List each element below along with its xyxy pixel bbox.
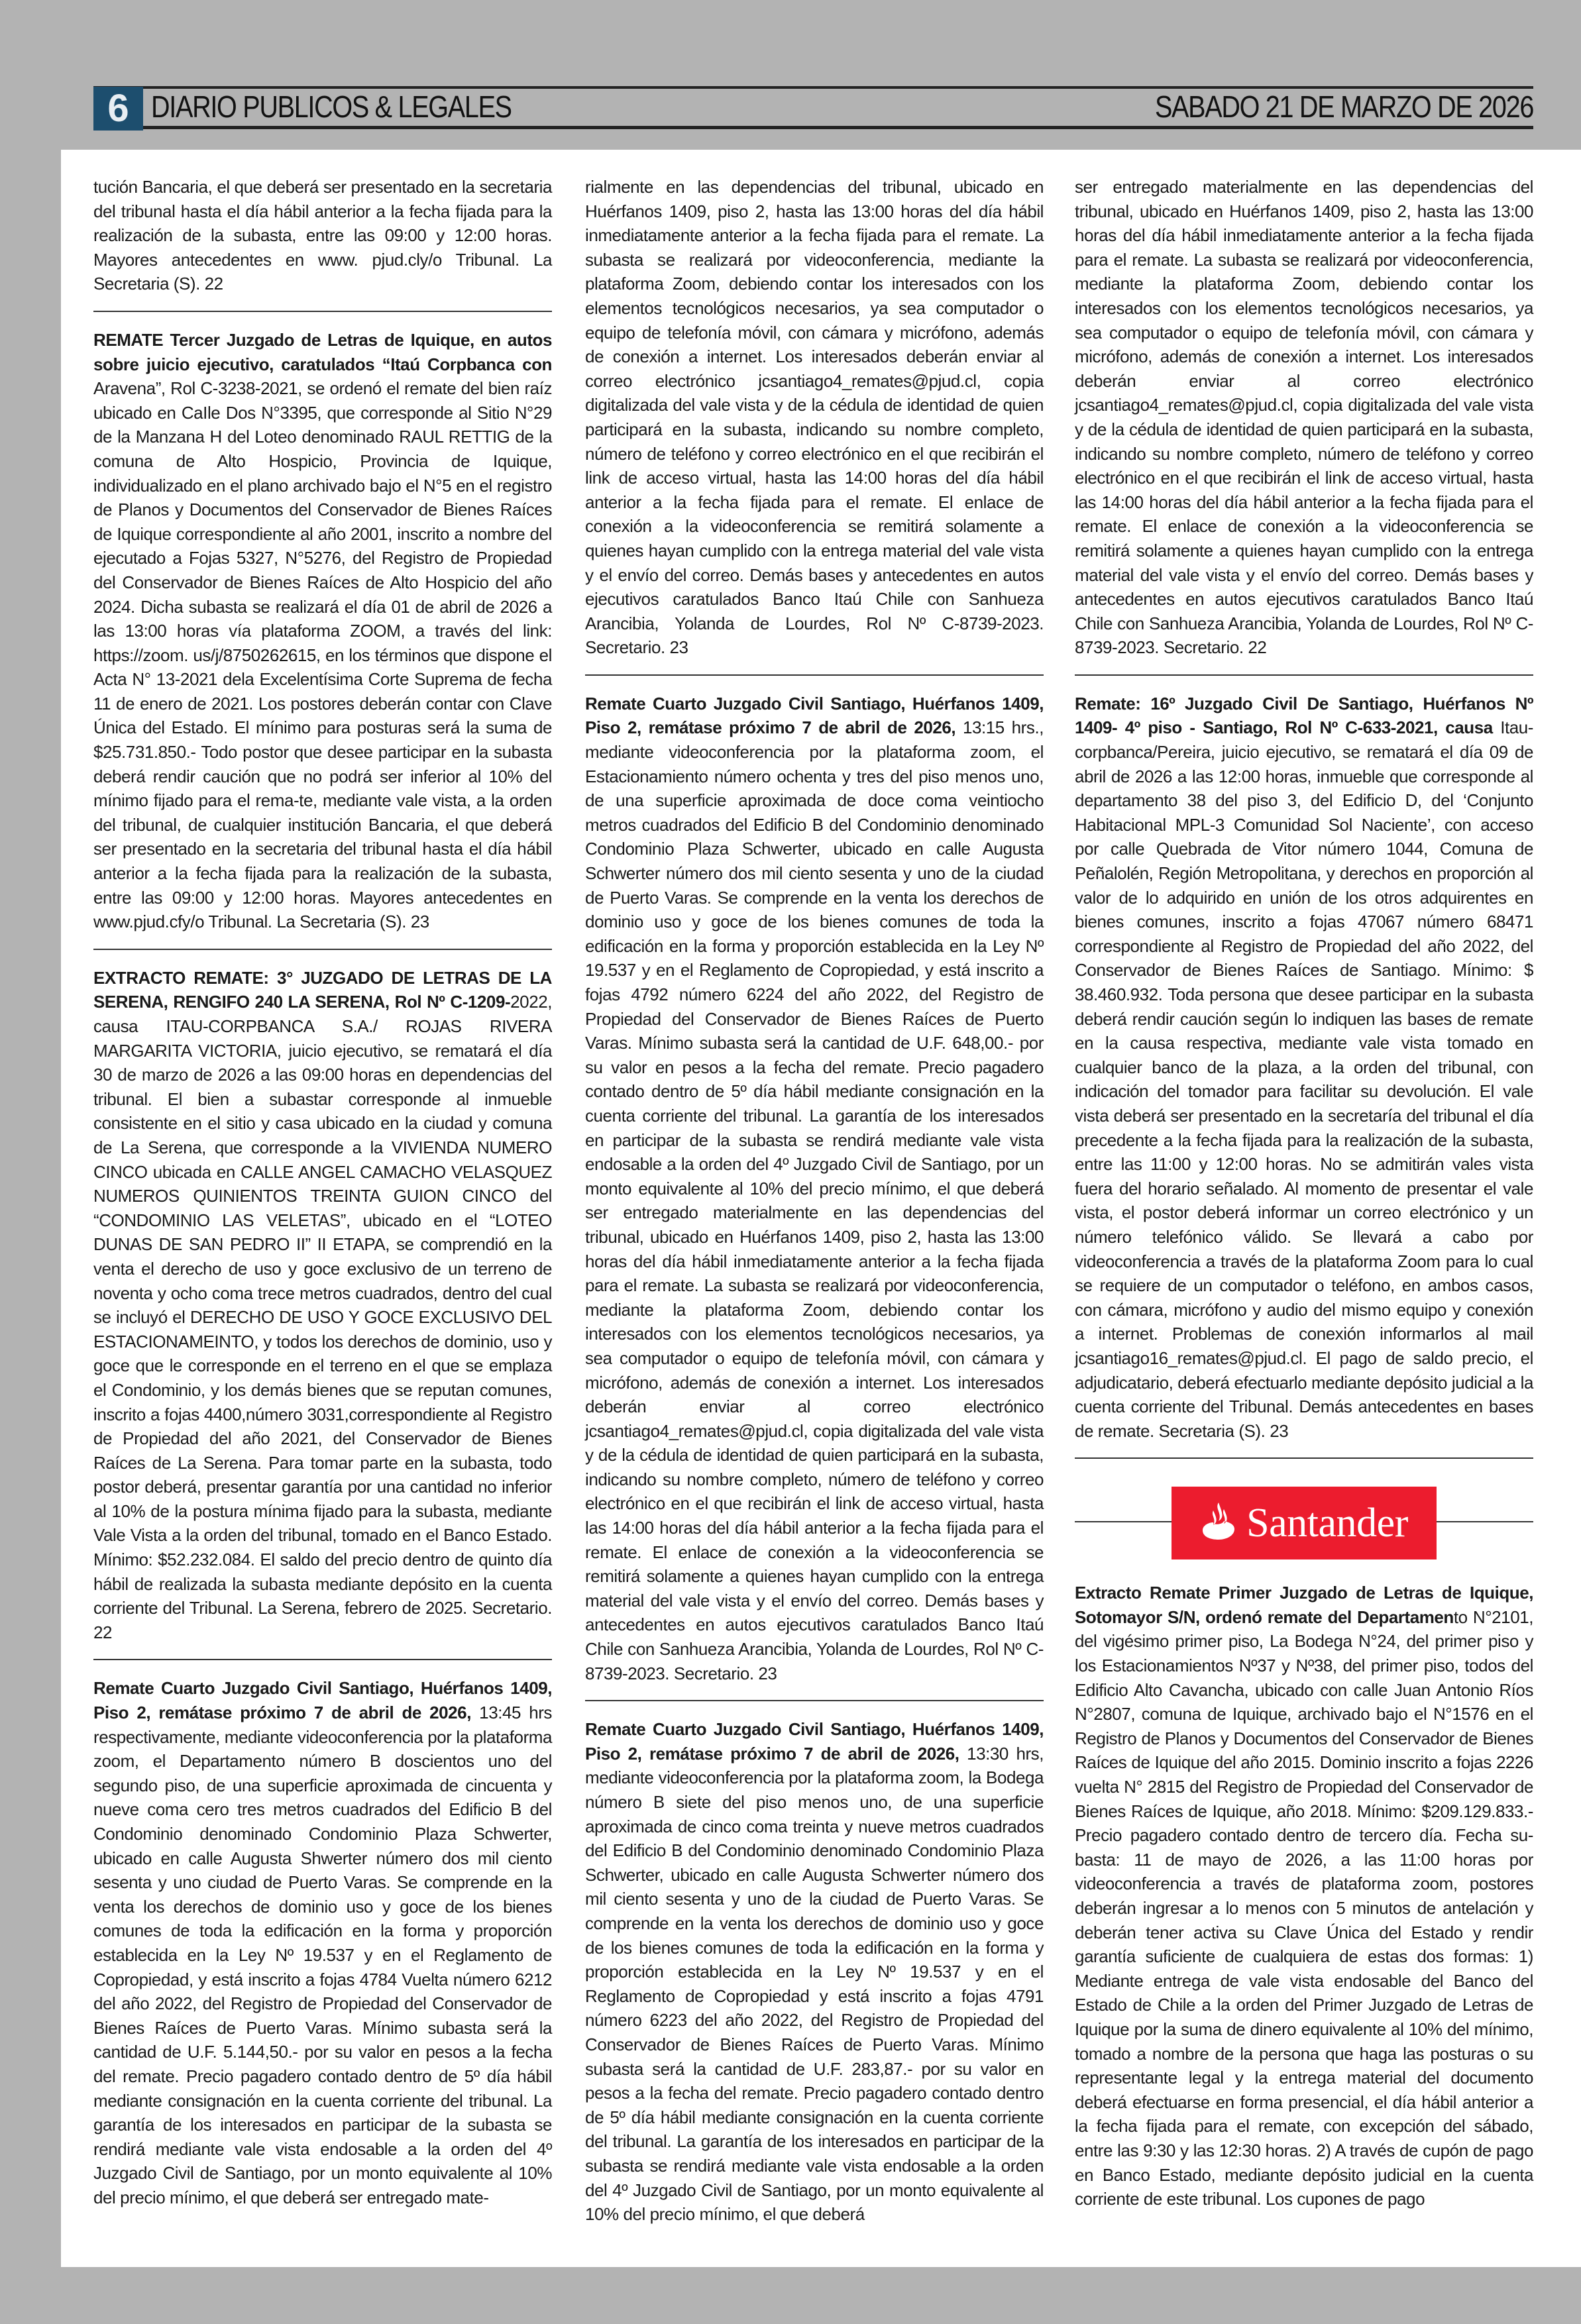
- legal-notice: [585, 1717, 1044, 2226]
- notice-body: to N°2101, del vigésimo primer piso, La Bodega N°24, del primer piso y los Estacionamientos Nº37 y Nº38, del primer piso, todos del Edificio Alto Cavancha, ubicado con calle Juan Antonio Ríos N°2807, comuna de Iquique, archivado bajo el N°1576 en el Registro de Planos y Documentos del Conservador de Bienes Raíces de Iquique del año 2015. Dominio inscrito a fojas 2226 vuelta N° 2815 del Registro de Propiedad del Conservador de Bienes Raíces de Iquique, año 2018. Mínimo: $209.129.833.- Precio pagadero contado dentro de tercero día. Fecha su-basta: 11 de mayo de 2026, a las 11:00 horas por videoconferencia a través de plataforma zoom, postores deberán ingresar a lo menos con 5 minutos de antelación y deberán tener activa su Clave Única del Estado y rendir garantía suficiente de cualquiera de estas dos formas: 1) Mediante entrega de vale vista endosable del Banco del Estado de Chile a la orden del Primer Juzgado de Letras de Iquique por la suma de dinero equivalente al 10% del mínimo, tomado a nombre de la persona que haga las posturas o su representante legal y la entrega material del documento deberá efectuarse en forma presencial, el día hábil anterior a la fecha fijada para el remate, con excepción del sábado, entre las 9:30 y las 12:30 horas. 2) A través de cupón de pago en Banco Estado, mediante depósito judicial en la cuenta corriente de este tribunal. Los cupones de pago: [1075, 1607, 1533, 2209]
- legal-notice: [93, 1676, 552, 2209]
- legal-notice: [93, 328, 552, 934]
- notice-heading: Remate Cuarto Juzgado Civil Santiago, Huérfanos 1409, Piso 2, remátase próximo 7 de abril de 2026,: [93, 1678, 552, 1723]
- notice-continuation: [93, 175, 552, 296]
- divider: [93, 1659, 552, 1660]
- notice-body: 13:15 hrs., mediante videoconferencia por la plataforma zoom, el Estacionamiento número ochenta y tres del piso menos uno, de una superficie aproximada de doce coma veintiocho metros cuadrados del Edificio B del Condominio denominado Condominio Plaza Schwerter, ubicado en calle Augusta Schwerter número dos mil ciento sesenta y uno de la ciudad de Puerto Varas. Se comprende en la venta los derechos de dominio uso y goce de los bienes comunes de toda la edificación en la forma y proporción establecida en la Ley Nº 19.537 y en el Reglamento de Copropiedad, y está inscrito a fojas 4792 número 6224 del año 2022, del Registro de Propiedad del Conservador de Bienes Raíces de Puerto Varas. Mínimo subasta será la cantidad de U.F. 648,00.- por su valor en pesos a la fecha del remate. Precio pagadero contado dentro de 5º día hábil mediante consignación en la cuenta corriente del tribunal. La garantía de los interesados en participar de la subasta se rendirá mediante vale vista endosable a la orden del 4º Juzgado Civil de Santiago, por un monto equivalente al 10% del precio mínimo, el que deberá ser entregado materialmente en las dependencias del tribunal, ubicado en Huérfanos 1409, piso 2, hasta las 13:00 horas del día hábil inmediatamente anterior a la fecha fijada para el remate. La subasta se realizará por videoconferencia, mediante la plataforma Zoom, debiendo contar los interesados con los elementos tecnológicos necesarios, ya sea computador o equipo de telefonía móvil, con cámara y micrófono, además de conexión a internet. Los interesados deberán enviar al correo electrónico jcsantiago4_remates@pjud.cl, copia digitalizada del vale vista y de la cédula de identidad de quien participará en la subasta, indicando su nombre completo, número de teléfono y correo electrónico en el que recibirán el link de acceso virtual, hasta las 14:00 horas del día hábil anterior a la fecha fijada para el remate. El enlace de conexión a la videoconferencia se remitirá solamente a quienes hayan cumplido con la entrega material del vale vista y el envío del correo. Demás bases y antecedentes en autos ejecutivos caratulados Banco Itaú Chile con Sanhueza Arancibia, Yolanda de Lourdes, Rol Nº C-8739-2023. Secretario. 23: [585, 717, 1044, 1683]
- publication-title: DIARIO PUBLICOS & LEGALES: [151, 89, 512, 124]
- divider: [93, 311, 552, 312]
- notice-body: 13:30 hrs, mediante videoconferencia por la plataforma zoom, la Bodega número B siete del piso menos uno, de una superficie aproximada de cinco coma treinta y nueve metros cuadrados del Edificio B del Condominio denominado Condominio Plaza Schwerter, ubicado en calle Augusta Schwerter número dos mil ciento sesenta y uno de la ciudad de Puerto Varas. Se comprende en la venta los derechos de dominio uso y goce de los bienes comunes de toda la edificación en la forma y proporción establecida en la Ley Nº 19.537 y en el Reglamento de Copropiedad y está inscrito a fojas 4791 número 6223 del año 2022, del Registro de Propiedad del Conservador de Bienes Raíces de Puerto Varas. Mínimo subasta será la cantidad de U.F. 283,87.- por su valor en pesos a la fecha del remate. Precio pagadero contado dentro de 5º día hábil mediante consignación en la cuenta corriente del tribunal. La garantía de los interesados en participar de la subasta se rendirá mediante vale vista endosable a la orden del 4º Juzgado Civil de Santiago, por un monto equivalente al 10% del precio mínimo, el que deberá: [585, 1743, 1044, 2225]
- notice-continuation: [1075, 175, 1533, 660]
- column-1: [93, 175, 552, 2210]
- divider: [93, 949, 552, 950]
- notice-heading: EXTRACTO REMATE: 3° JUZGADO DE LETRAS DE LA SERENA, RENGIFO 240 LA SERENA, Rol Nº C-1209-: [93, 967, 552, 1012]
- santander-ad: [1075, 1483, 1533, 1561]
- notice-body: ser entregado materialmente en las dependencias del tribunal, ubicado en Huérfanos 1409, piso 2, hasta las 13:00 horas del día hábil inmediatamente anterior a la fecha fijada para el remate. La subasta se realizará por videoconferencia, mediante la plataforma Zoom, debiendo contar los interesados con los elementos tecnológicos necesarios, ya sea computador o equipo de telefonía móvil, con cámara y micrófono, además de conexión a internet. Los interesados deberán enviar al correo electrónico jcsantiago4_remates@pjud.cl, copia digitalizada del vale vista y de la cédula de identidad de quien participará en la subasta, indicando su nombre completo, número de teléfono y correo electrónico en el que recibirán el link de acceso virtual, hasta las 14:00 horas del día hábil anterior a la fecha fijada para el remate. El enlace de conexión a la videoconferencia se remitirá solamente a quienes hayan cumplido con la entrega material del vale vista y el envío del correo. Demás bases y antecedentes en autos ejecutivos caratulados Banco Itaú Chile con Sanhueza Arancibia, Yolanda de Lourdes, Rol Nº C-8739-2023. Secretario. 22: [1075, 177, 1533, 658]
- legal-notice: [1075, 1581, 1533, 2211]
- column-3: [1075, 175, 1533, 2211]
- notice-body: Itau-corpbanca/Pereira, juicio ejecutivo, se rematará el día 09 de abril de 2026 a las 12:00 horas, inmueble que corresponde al departamento 38 del piso 3, del Edificio D, del ‘Conjunto Habitacional MPL-3 Comunidad Sol Naciente’, con acceso por calle Quebrada de Vitor número 1044, Comuna de Peñalolén, Región Metropolitana, y derechos en proporción al valor de lo adquirido en unión de los otros adquirentes en bienes comunes, inscrito a fojas 47067 número 68471 correspondiente al Registro de Propiedad del año 2022, del Conservador de Bienes Raíces de Santiago. Mínimo: $ 38.460.932. Toda persona que desee participar en la subasta deberá rendir caución según lo indiquen las bases de remate en la causa respectiva, mediante vale vista tomado en cualquier banco de la plaza, a la orden del tribunal, con indicación del tomador para facilitar su devolución. El vale vista deberá ser presentado en la secretaría del tribunal el día precedente a la fecha fijada para la realización de la subasta, entre las 11:00 y 12:00 horas. No se admitirán vales vista fuera del horario señalado. Al momento de presentar el vale vista, el postor deberá informar un correo electrónico y un número telefónico válido. Se llevará a cabo por videoconferencia a través de la plataforma Zoom para lo cual se requiere de un computador o teléfono, en ambos casos, con cámara, micrófono y audio del mismo equipo y conexión a internet. Problemas de conexión informarlos al mail jcsantiago16_remates@pjud.cl. El pago de saldo precio, el adjudicatario, deberá efectuarlo mediante depósito judicial a la cuenta corriente del Tribunal. Demás antecedentes en bases de remate. Secretaria (S). 23: [1075, 717, 1533, 1441]
- column-2: [585, 175, 1044, 2227]
- notice-body: 13:45 hrs respectivamente, mediante videoconferencia por la plataforma zoom, el Departamento número B doscientos uno del segundo piso, de una superficie aproximada de cincuenta y nueve coma cero tres metros cuadrados del Edificio B del Condominio denominado Condominio Plaza Schwerter, ubicado en calle Augusta Shwerter número dos mil ciento sesenta y uno ciudad de Puerto Varas. Se comprende en la venta los derechos de dominio uso y goce de los bienes comunes de toda la edificación en la forma y proporción establecida en la Ley Nº 19.537 y en el Reglamento de Copropiedad, y está inscrito a fojas 4784 Vuelta número 6212 del año 2022, del Registro de Propiedad del Conservador de Bienes Raíces de Puerto Varas. Mínimo subasta será la cantidad de U.F. 5.144,50.- por su valor en pesos a la fecha del remate. Precio pagadero contado dentro de 5º día hábil mediante consignación en la cuenta corriente del tribunal. La garantía de los interesados en participar de la subasta se rendirá mediante vale vista endosable a la orden del 4º Juzgado Civil de Santiago, por un monto equivalente al 10% del precio mínimo, el que deberá ser entregado mate-: [93, 1703, 552, 2207]
- notice-body: Aravena”, Rol C-3238-2021, se ordenó el remate del bien raíz ubicado en CaIle Dos N°3395, que corresponde al Sitio N°29 de la Manzana H del Loteo denominado RAUL RETTIG de la comuna de Alto Hospicio, Provincia de Iquique, individualizado en el plano archivado bajo el N°5 en el registro de Planos y Documentos del Conservador de Bienes Raíces de Iquique correspondiente al año 2001, inscrito a nombre del ejecutado a Fojas 5327, N°5276, del Registro de Propiedad del Conservador de Bienes Raíces de Alto Hospicio del año 2024. Dicha subasta se realizará el día 01 de abril de 2026 a las 13:00 horas vía plataforma ZOOM, a través del link: https://zoom. us/j/8750262615, en los términos que dispone el Acta N° 13-2021 dela Excelentísima Corte Suprema de fecha 11 de enero de 2021. Los postores deberán contar con Clave Única del Estado. El mínimo para posturas será la suma de $25.731.850.- Todo postor que desee participar en la subasta deberá rendir caución que no podrá ser inferior al 10% del mínimo fijado para el rema-te, mediante vale vista, a la orden del tribunal, de cualquier institución Bancaria, el que deberá ser presentado en la secretaria del tribunal hasta el día hábil anterior a la fecha fijada para la realización de la subasta, entre las 09:00 y 12:00 horas. Mayores antecedentes en www.pjud.cfy/o Tribunal. La Secretaria (S). 23: [93, 378, 552, 932]
- publication-date: SABADO 21 DE MARZO DE 2026: [1154, 89, 1533, 124]
- santander-logo: [1172, 1487, 1437, 1559]
- flame-icon: [1200, 1500, 1237, 1546]
- notice-body: rialmente en las dependencias del tribunal, ubicado en Huérfanos 1409, piso 2, hasta las 13:00 horas del día hábil inmediatamente anterior a la fecha fijada para el remate. La subasta se realizará por videoconferencia, mediante la plataforma Zoom, debiendo contar los interesados con los elementos tecnológicos necesarios, ya sea computador o equipo de telefonía móvil, con cámara y micrófono, además de conexión a internet. Los interesados deberán enviar al correo electrónico jcsantiago4_remates@pjud.cl, copia digitalizada del vale vista y de la cédula de identidad de quien participará en la subasta, indicando su nombre completo, número de teléfono y correo electrónico en el que recibirán el link de acceso virtual, hasta las 14:00 horas del día hábil anterior a la fecha fijada para el remate. El enlace de conexión a la videoconferencia se remitirá solamente a quienes hayan cumplido con la entrega material del vale vista y el envío del correo. Demás bases y antecedentes en autos ejecutivos caratulados Banco Itaú Chile con Sanhueza Arancibia, Yolanda de Lourdes, Rol Nº C-8739-2023. Secretario. 23: [585, 177, 1044, 658]
- notice-heading: Remate: 16º Juzgado Civil De Santiago, Huérfanos Nº 1409- 4º piso - Santiago, Rol Nº C-633-2021, causa: [1075, 693, 1533, 738]
- divider: [1075, 674, 1533, 676]
- notice-body: 2022, causa ITAU-CORPBANCA S.A./ ROJAS RIVERA MARGARITA VICTORIA, juicio ejecutivo, se rematará el día 30 de marzo de 2026 a las 09:00 horas en dependencias del tribunal. El bien a subastar corresponde al inmueble consistente en el sitio y casa ubicado en la ciudad y comuna de La Serena, que corresponde a la VIVIENDA NUMERO CINCO ubicada en CALLE ANGEL CAMACHO VELASQUEZ NUMEROS QUINIENTOS TREINTA GUION CINCO del “CONDOMINIO LAS VELETAS”, ubicado en el “LOTEO DUNAS DE SAN PEDRO II” II ETAPA, se comprendió en la venta el derecho de uso y goce exclusivo de un terreno de noventa y ocho coma trece metros cuadrados, dentro del cual se incluyó el DERECHO DE USO Y GOCE EXCLUSIVO DEL ESTACIONAMEINTO, y todos los derechos de dominio, uso y goce que le corresponde en el terreno en el que se emplaza el Condominio, y los demás bienes que se reputan comunes, inscrito a fojas 4400,número 3031,correspondiente al Registro de Propiedad del año 2021, del Conservador de Bienes Raíces de La Serena. Para tomar parte en la subasta, todo postor deberá, presentar garantía por una cantidad no inferior al 10% de la postura mínima fijado para la subasta, mediante Vale Vista a la orden del tribunal, tomado en el Banco Estado. Mínimo: $52.232.084. El saldo del precio dentro de quinto día hábil de realizada la subasta mediante depósito en la cuenta corriente del Tribunal. La Serena, febrero de 2025. Secretario. 22: [93, 992, 552, 1642]
- notice-body: tución Bancaria, el que deberá ser presentado en la secretaria del tribunal hasta el día hábil anterior a la fecha fijada para la realización de la subasta, entre las 09:00 y 12:00 horas. Mayores antecedentes en www. pjud.cly/o Tribunal. La Secretaria (S). 22: [93, 177, 552, 294]
- divider: [585, 674, 1044, 676]
- notice-heading: Remate Cuarto Juzgado Civil Santiago, Huérfanos 1409, Piso 2, remátase próximo 7 de abril de 2026,: [585, 1719, 1044, 1764]
- page-number: 6: [93, 87, 143, 131]
- notice-heading: Extracto Remate Primer Juzgado de Letras de Iquique, Sotomayor S/N, ordenó remate del Departamen: [1075, 1583, 1533, 1627]
- legal-notice: [93, 966, 552, 1645]
- notice-continuation: [585, 175, 1044, 660]
- legal-notice: [585, 692, 1044, 1685]
- notice-heading: REMATE Tercer Juzgado de Letras de Iquique, en autos sobre juicio ejecutivo, caratulados “Itaú Corpbanca con: [93, 329, 552, 374]
- santander-brand: Santander: [1246, 1500, 1408, 1546]
- header-rule-bottom: [93, 126, 1533, 129]
- divider: [585, 1700, 1044, 1701]
- divider: [1075, 1457, 1533, 1459]
- notice-heading: Remate Cuarto Juzgado Civil Santiago, Huérfanos 1409, Piso 2, remátase próximo 7 de abril de 2026,: [585, 693, 1044, 738]
- legal-notice: [1075, 692, 1533, 1443]
